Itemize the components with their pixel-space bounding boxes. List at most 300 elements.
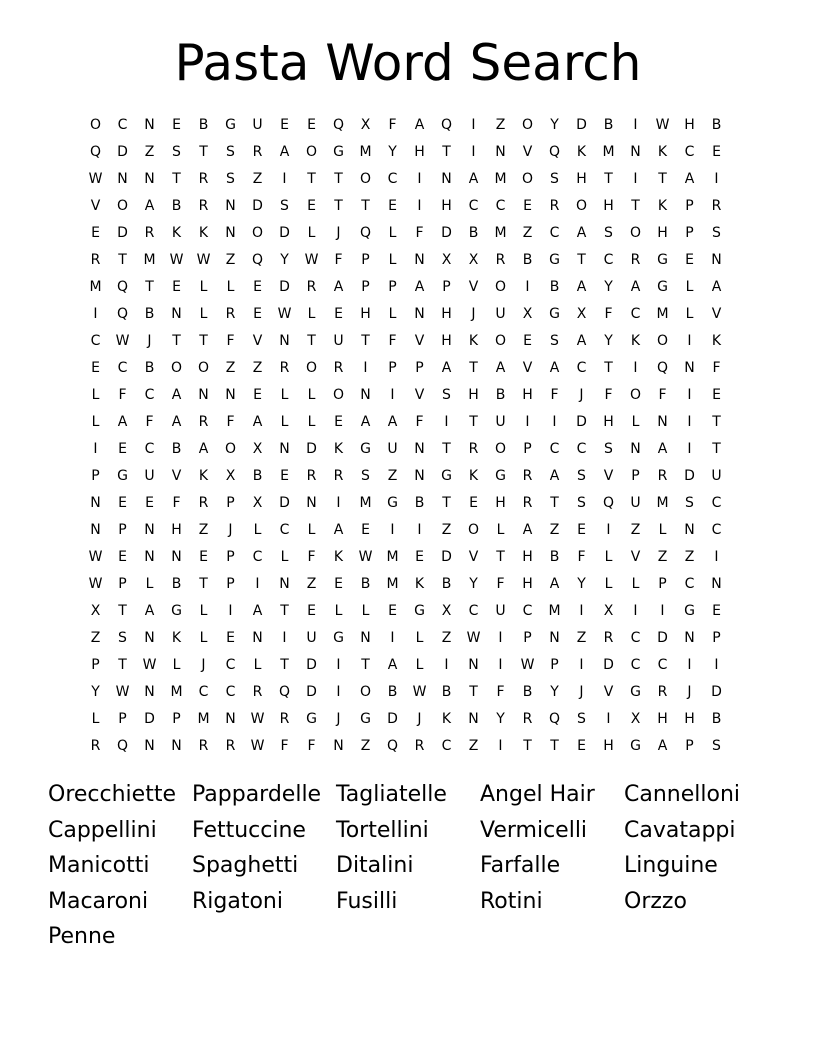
grid-letter[interactable]: C [630, 630, 641, 646]
grid-letter[interactable]: H [522, 576, 533, 592]
grid-letter[interactable]: H [657, 225, 668, 241]
grid-letter[interactable]: R [630, 252, 641, 268]
grid-letter[interactable]: Y [604, 279, 613, 295]
grid-letter[interactable]: G [333, 630, 344, 646]
grid-letter[interactable]: C [90, 333, 101, 349]
grid-letter[interactable]: E [577, 522, 586, 538]
grid-letter[interactable]: N [414, 252, 425, 268]
grid-letter[interactable]: N [306, 495, 317, 511]
grid-letter[interactable]: T [469, 360, 478, 376]
grid-letter[interactable]: I [687, 414, 692, 430]
grid-letter[interactable]: O [467, 522, 480, 538]
grid-letter[interactable]: W [88, 171, 103, 187]
grid-letter[interactable]: C [117, 117, 128, 133]
grid-letter[interactable]: I [525, 414, 530, 430]
grid-letter[interactable]: T [199, 144, 208, 160]
grid-letter[interactable]: N [171, 306, 182, 322]
grid-letter[interactable]: Y [550, 117, 559, 133]
grid-letter[interactable]: Z [225, 360, 236, 376]
grid-letter[interactable]: A [630, 279, 641, 295]
grid-letter[interactable]: K [333, 549, 344, 565]
grid-letter[interactable]: O [332, 387, 345, 403]
grid-letter[interactable]: C [144, 441, 155, 457]
grid-letter[interactable]: T [496, 549, 505, 565]
grid-letter[interactable]: E [253, 279, 262, 295]
grid-letter[interactable]: E [91, 225, 100, 241]
grid-letter[interactable]: C [684, 144, 695, 160]
grid-letter[interactable]: E [712, 144, 721, 160]
grid-letter[interactable]: E [334, 576, 343, 592]
grid-letter[interactable]: Q [359, 225, 372, 241]
grid-letter[interactable]: I [390, 387, 395, 403]
grid-letter[interactable]: L [496, 522, 505, 538]
grid-letter[interactable]: B [522, 684, 533, 700]
grid-letter[interactable]: D [441, 549, 452, 565]
grid-letter[interactable]: A [252, 414, 263, 430]
grid-letter[interactable]: R [468, 441, 479, 457]
grid-letter[interactable]: V [603, 468, 614, 484]
grid-letter[interactable]: T [442, 441, 451, 457]
grid-letter[interactable]: Z [306, 576, 317, 592]
grid-letter[interactable]: R [522, 468, 533, 484]
grid-letter[interactable]: R [198, 171, 209, 187]
grid-letter[interactable]: R [603, 630, 614, 646]
grid-letter[interactable]: F [334, 252, 343, 268]
grid-letter[interactable]: G [657, 252, 668, 268]
grid-letter[interactable]: R [279, 360, 290, 376]
grid-letter[interactable]: U [252, 117, 263, 133]
grid-letter[interactable]: S [118, 630, 127, 646]
grid-letter[interactable]: T [442, 495, 451, 511]
grid-letter[interactable]: F [496, 684, 505, 700]
grid-letter[interactable]: F [145, 414, 154, 430]
grid-letter[interactable]: A [576, 225, 587, 241]
grid-letter[interactable]: N [360, 387, 371, 403]
grid-letter[interactable]: U [306, 630, 317, 646]
grid-letter[interactable]: G [657, 279, 668, 295]
grid-letter[interactable]: I [444, 657, 449, 673]
grid-letter[interactable]: I [336, 657, 341, 673]
grid-letter[interactable]: N [333, 738, 344, 754]
grid-letter[interactable]: N [144, 630, 155, 646]
grid-letter[interactable]: P [631, 468, 640, 484]
grid-letter[interactable]: H [171, 522, 182, 538]
grid-letter[interactable]: H [468, 387, 479, 403]
grid-letter[interactable]: Z [198, 522, 209, 538]
grid-letter[interactable]: L [91, 711, 100, 727]
grid-letter[interactable]: T [469, 414, 478, 430]
grid-letter[interactable]: L [280, 549, 289, 565]
grid-letter[interactable]: D [117, 144, 128, 160]
grid-letter[interactable]: M [602, 144, 615, 160]
grid-letter[interactable]: E [253, 306, 262, 322]
grid-letter[interactable]: H [576, 171, 587, 187]
grid-letter[interactable]: Z [252, 171, 263, 187]
grid-letter[interactable]: T [361, 198, 370, 214]
grid-letter[interactable]: S [577, 468, 586, 484]
grid-letter[interactable]: L [226, 279, 235, 295]
grid-letter[interactable]: C [198, 684, 209, 700]
grid-letter[interactable]: D [387, 711, 398, 727]
grid-letter[interactable]: T [469, 684, 478, 700]
grid-letter[interactable]: S [685, 495, 694, 511]
grid-letter[interactable]: T [523, 738, 532, 754]
grid-letter[interactable]: N [144, 684, 155, 700]
grid-letter[interactable]: S [577, 711, 586, 727]
grid-letter[interactable]: E [388, 603, 397, 619]
grid-letter[interactable]: G [495, 468, 506, 484]
grid-letter[interactable]: W [169, 252, 184, 268]
grid-letter[interactable]: U [333, 333, 344, 349]
grid-letter[interactable]: H [657, 711, 668, 727]
grid-letter[interactable]: O [629, 225, 642, 241]
grid-letter[interactable]: C [549, 225, 560, 241]
grid-letter[interactable]: Q [332, 117, 345, 133]
grid-letter[interactable]: O [224, 441, 237, 457]
grid-letter[interactable]: T [550, 495, 559, 511]
grid-letter[interactable]: A [333, 279, 344, 295]
grid-letter[interactable]: B [414, 495, 425, 511]
grid-letter[interactable]: Q [440, 117, 453, 133]
grid-letter[interactable]: D [117, 225, 128, 241]
grid-letter[interactable]: L [145, 576, 154, 592]
grid-letter[interactable]: W [250, 711, 265, 727]
grid-letter[interactable]: V [711, 306, 722, 322]
grid-letter[interactable]: G [117, 468, 128, 484]
grid-letter[interactable]: M [89, 279, 102, 295]
grid-letter[interactable]: L [388, 306, 397, 322]
grid-letter[interactable]: E [388, 198, 397, 214]
grid-letter[interactable]: I [93, 306, 98, 322]
grid-letter[interactable]: M [143, 252, 156, 268]
grid-letter[interactable]: I [444, 414, 449, 430]
grid-letter[interactable]: I [255, 576, 260, 592]
grid-letter[interactable]: I [336, 684, 341, 700]
grid-letter[interactable]: R [252, 684, 263, 700]
grid-letter[interactable]: W [250, 738, 265, 754]
grid-letter[interactable]: E [172, 279, 181, 295]
grid-letter[interactable]: B [711, 117, 722, 133]
grid-letter[interactable]: C [603, 252, 614, 268]
grid-letter[interactable]: T [172, 333, 181, 349]
grid-letter[interactable]: H [603, 198, 614, 214]
grid-letter[interactable]: A [549, 576, 560, 592]
grid-letter[interactable]: V [90, 198, 101, 214]
grid-letter[interactable]: C [468, 198, 479, 214]
grid-letter[interactable]: W [142, 657, 157, 673]
grid-letter[interactable]: T [658, 171, 667, 187]
grid-letter[interactable]: E [523, 333, 532, 349]
grid-letter[interactable]: I [282, 630, 287, 646]
grid-letter[interactable]: N [144, 738, 155, 754]
grid-letter[interactable]: A [198, 441, 209, 457]
grid-letter[interactable]: E [91, 360, 100, 376]
grid-letter[interactable]: R [198, 198, 209, 214]
grid-letter[interactable]: Z [468, 738, 479, 754]
grid-letter[interactable]: L [388, 252, 397, 268]
grid-letter[interactable]: R [711, 198, 722, 214]
grid-letter[interactable]: I [687, 657, 692, 673]
grid-letter[interactable]: P [226, 549, 235, 565]
grid-letter[interactable]: T [712, 414, 721, 430]
grid-letter[interactable]: P [91, 468, 100, 484]
grid-letter[interactable]: L [631, 576, 640, 592]
grid-letter[interactable]: C [576, 441, 587, 457]
grid-letter[interactable]: L [280, 414, 289, 430]
grid-letter[interactable]: S [550, 171, 559, 187]
grid-letter[interactable]: O [305, 144, 318, 160]
grid-letter[interactable]: G [333, 144, 344, 160]
grid-letter[interactable]: T [361, 657, 370, 673]
grid-letter[interactable]: F [577, 549, 586, 565]
grid-letter[interactable]: K [441, 711, 452, 727]
grid-letter[interactable]: O [656, 333, 669, 349]
grid-letter[interactable]: K [171, 225, 182, 241]
grid-letter[interactable]: P [658, 576, 667, 592]
grid-letter[interactable]: R [198, 738, 209, 754]
grid-letter[interactable]: C [522, 603, 533, 619]
grid-letter[interactable]: X [468, 252, 479, 268]
grid-letter[interactable]: A [387, 414, 398, 430]
grid-letter[interactable]: P [388, 279, 397, 295]
grid-letter[interactable]: Z [144, 144, 155, 160]
grid-letter[interactable]: L [388, 225, 397, 241]
grid-letter[interactable]: V [522, 144, 533, 160]
grid-letter[interactable]: N [360, 630, 371, 646]
grid-letter[interactable]: P [685, 198, 694, 214]
grid-letter[interactable]: V [630, 549, 641, 565]
grid-letter[interactable]: X [360, 117, 371, 133]
grid-letter[interactable]: O [251, 225, 264, 241]
grid-letter[interactable]: J [471, 306, 476, 322]
grid-letter[interactable]: A [549, 360, 560, 376]
grid-letter[interactable]: T [118, 252, 127, 268]
grid-letter[interactable]: T [550, 738, 559, 754]
grid-letter[interactable]: W [196, 252, 211, 268]
grid-letter[interactable]: Q [656, 360, 669, 376]
grid-letter[interactable]: K [711, 333, 722, 349]
grid-letter[interactable]: K [657, 144, 668, 160]
grid-letter[interactable]: P [118, 576, 127, 592]
grid-letter[interactable]: P [361, 279, 370, 295]
grid-letter[interactable]: A [414, 279, 425, 295]
grid-letter[interactable]: L [307, 522, 316, 538]
grid-letter[interactable]: S [226, 171, 235, 187]
grid-letter[interactable]: U [495, 306, 506, 322]
grid-letter[interactable]: B [711, 711, 722, 727]
grid-letter[interactable]: X [603, 603, 614, 619]
grid-letter[interactable]: R [198, 414, 209, 430]
grid-letter[interactable]: I [471, 117, 476, 133]
grid-letter[interactable]: R [522, 495, 533, 511]
grid-letter[interactable]: A [387, 657, 398, 673]
grid-letter[interactable]: I [93, 441, 98, 457]
grid-letter[interactable]: L [253, 657, 262, 673]
grid-letter[interactable]: N [414, 306, 425, 322]
grid-letter[interactable]: L [307, 225, 316, 241]
grid-letter[interactable]: I [552, 414, 557, 430]
grid-letter[interactable]: T [307, 171, 316, 187]
grid-letter[interactable]: D [576, 117, 587, 133]
grid-letter[interactable]: N [630, 144, 641, 160]
grid-letter[interactable]: P [712, 630, 721, 646]
grid-letter[interactable]: T [361, 333, 370, 349]
grid-letter[interactable]: C [252, 549, 263, 565]
grid-letter[interactable]: I [633, 603, 638, 619]
grid-letter[interactable]: A [144, 603, 155, 619]
grid-letter[interactable]: B [441, 576, 452, 592]
grid-letter[interactable]: T [334, 171, 343, 187]
grid-letter[interactable]: N [279, 333, 290, 349]
grid-letter[interactable]: I [417, 198, 422, 214]
grid-letter[interactable]: A [441, 360, 452, 376]
grid-letter[interactable]: L [415, 630, 424, 646]
grid-letter[interactable]: M [359, 144, 372, 160]
grid-letter[interactable]: O [494, 441, 507, 457]
grid-letter[interactable]: D [306, 441, 317, 457]
grid-letter[interactable]: B [495, 387, 506, 403]
grid-letter[interactable]: I [579, 657, 584, 673]
grid-letter[interactable]: K [198, 225, 209, 241]
grid-letter[interactable]: T [118, 603, 127, 619]
grid-letter[interactable]: P [415, 360, 424, 376]
grid-letter[interactable]: E [253, 387, 262, 403]
grid-letter[interactable]: N [252, 630, 263, 646]
grid-letter[interactable]: C [468, 603, 479, 619]
grid-letter[interactable]: R [333, 360, 344, 376]
grid-letter[interactable]: F [172, 495, 181, 511]
grid-letter[interactable]: O [116, 198, 129, 214]
grid-letter[interactable]: T [280, 657, 289, 673]
grid-letter[interactable]: T [631, 198, 640, 214]
grid-letter[interactable]: F [712, 360, 721, 376]
grid-letter[interactable]: B [468, 225, 479, 241]
grid-letter[interactable]: V [414, 333, 425, 349]
grid-letter[interactable]: E [307, 198, 316, 214]
grid-letter[interactable]: J [201, 657, 206, 673]
grid-letter[interactable]: N [468, 657, 479, 673]
grid-letter[interactable]: W [115, 333, 130, 349]
grid-letter[interactable]: Y [91, 684, 100, 700]
grid-letter[interactable]: I [498, 657, 503, 673]
grid-letter[interactable]: S [604, 441, 613, 457]
grid-letter[interactable]: I [498, 738, 503, 754]
grid-letter[interactable]: M [386, 549, 399, 565]
grid-letter[interactable]: A [711, 279, 722, 295]
grid-letter[interactable]: B [522, 252, 533, 268]
grid-letter[interactable]: Z [522, 225, 533, 241]
grid-letter[interactable]: N [171, 738, 182, 754]
grid-letter[interactable]: U [387, 441, 398, 457]
grid-letter[interactable]: T [199, 576, 208, 592]
grid-letter[interactable]: F [226, 414, 235, 430]
grid-letter[interactable]: A [549, 468, 560, 484]
grid-letter[interactable]: T [604, 171, 613, 187]
grid-letter[interactable]: C [657, 657, 668, 673]
grid-letter[interactable]: L [685, 306, 694, 322]
grid-letter[interactable]: F [415, 414, 424, 430]
grid-letter[interactable]: B [603, 117, 614, 133]
grid-letter[interactable]: I [633, 360, 638, 376]
grid-letter[interactable]: S [280, 198, 289, 214]
grid-letter[interactable]: W [466, 630, 481, 646]
grid-letter[interactable]: U [711, 468, 722, 484]
grid-letter[interactable]: L [307, 414, 316, 430]
grid-letter[interactable]: F [604, 306, 613, 322]
grid-letter[interactable]: C [225, 684, 236, 700]
grid-letter[interactable]: C [549, 441, 560, 457]
grid-letter[interactable]: N [279, 576, 290, 592]
grid-letter[interactable]: E [118, 441, 127, 457]
grid-letter[interactable]: E [334, 414, 343, 430]
grid-letter[interactable]: K [630, 333, 641, 349]
grid-letter[interactable]: M [170, 684, 183, 700]
grid-letter[interactable]: Y [577, 576, 586, 592]
grid-letter[interactable]: M [494, 171, 507, 187]
grid-letter[interactable]: V [171, 468, 182, 484]
grid-letter[interactable]: O [521, 117, 534, 133]
grid-letter[interactable]: N [414, 441, 425, 457]
grid-letter[interactable]: Q [116, 738, 129, 754]
grid-letter[interactable]: U [144, 468, 155, 484]
grid-letter[interactable]: I [606, 711, 611, 727]
grid-letter[interactable]: R [252, 144, 263, 160]
grid-letter[interactable]: I [363, 360, 368, 376]
grid-letter[interactable]: I [336, 495, 341, 511]
grid-letter[interactable]: E [118, 549, 127, 565]
grid-letter[interactable]: E [469, 495, 478, 511]
grid-letter[interactable]: G [360, 441, 371, 457]
grid-letter[interactable]: L [199, 306, 208, 322]
grid-letter[interactable]: N [279, 441, 290, 457]
grid-letter[interactable]: I [687, 387, 692, 403]
grid-letter[interactable]: L [631, 414, 640, 430]
grid-letter[interactable]: G [225, 117, 236, 133]
grid-letter[interactable]: R [549, 198, 560, 214]
grid-letter[interactable]: M [548, 603, 561, 619]
grid-letter[interactable]: N [549, 630, 560, 646]
grid-letter[interactable]: F [307, 738, 316, 754]
grid-letter[interactable]: G [630, 738, 641, 754]
grid-letter[interactable]: I [228, 603, 233, 619]
grid-letter[interactable]: I [579, 603, 584, 619]
grid-letter[interactable]: K [198, 468, 209, 484]
grid-letter[interactable]: X [252, 495, 263, 511]
grid-letter[interactable]: W [655, 117, 670, 133]
grid-letter[interactable]: Q [548, 144, 561, 160]
grid-letter[interactable]: C [144, 387, 155, 403]
grid-letter[interactable]: E [685, 252, 694, 268]
grid-letter[interactable]: I [471, 144, 476, 160]
grid-letter[interactable]: X [252, 441, 263, 457]
grid-letter[interactable]: Q [89, 144, 102, 160]
grid-letter[interactable]: A [657, 738, 668, 754]
grid-letter[interactable]: J [417, 711, 422, 727]
grid-letter[interactable]: C [576, 360, 587, 376]
grid-letter[interactable]: I [417, 522, 422, 538]
grid-letter[interactable]: C [441, 738, 452, 754]
grid-letter[interactable]: L [307, 387, 316, 403]
grid-letter[interactable]: D [657, 630, 668, 646]
grid-letter[interactable]: S [712, 738, 721, 754]
grid-letter[interactable]: Z [441, 522, 452, 538]
grid-letter[interactable]: L [199, 630, 208, 646]
grid-letter[interactable]: D [279, 279, 290, 295]
grid-letter[interactable]: H [360, 306, 371, 322]
grid-letter[interactable]: I [390, 630, 395, 646]
grid-letter[interactable]: N [225, 387, 236, 403]
grid-letter[interactable]: X [441, 603, 452, 619]
